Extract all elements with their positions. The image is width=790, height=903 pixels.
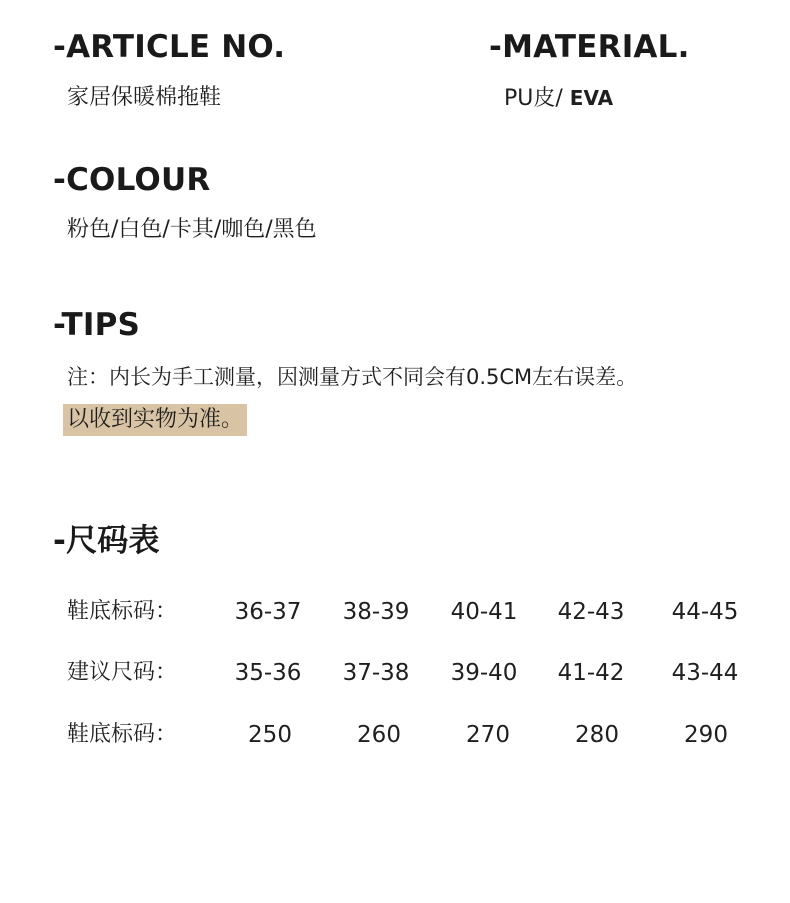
size-row-sole-code [0,595,790,629]
size-cell: 44-45 [671,599,739,625]
size-cell: 39-40 [450,660,518,686]
size-chart-heading: -尺码表 [53,523,160,559]
material-value [504,84,613,113]
size-cell: 40-41 [450,599,518,625]
tips-heading: -TIPS [53,307,141,343]
size-cell: 37-38 [342,660,410,686]
size-cell: 290 [684,722,728,748]
size-row-sole-length [0,718,790,752]
size-cell: 260 [357,722,401,748]
size-cell: 41-42 [557,660,625,686]
size-cell: 280 [575,722,619,748]
size-cell: 270 [466,722,510,748]
size-cell: 43-44 [671,660,739,686]
size-cell: 42-43 [557,599,625,625]
tips-line2-highlight: 以收到实物为准。 [63,404,247,436]
size-row-label: 鞋底标码： [67,722,178,747]
size-cell: 38-39 [342,599,410,625]
size-row-label: 建议尺码： [67,660,178,685]
tips-line1: 注：内长为手工测量，因测量方式不同会有0.5CM左右误差。 [67,365,638,389]
material-value-prefix: PU皮/ [504,86,570,111]
material-value-eva: EVA [569,86,614,110]
colour-heading: -COLOUR [53,162,211,198]
size-cell: 250 [248,722,292,748]
size-cell: 36-37 [234,599,302,625]
article-value: 家居保暖棉拖鞋 [67,85,222,110]
size-row-recommended [0,656,790,690]
colour-value: 粉色/白色/卡其/咖色/黑色 [67,217,317,242]
article-heading: -ARTICLE NO. [53,29,286,65]
size-row-label: 鞋底标码： [67,599,178,624]
material-heading: -MATERIAL. [489,29,690,65]
size-cell: 35-36 [234,660,302,686]
